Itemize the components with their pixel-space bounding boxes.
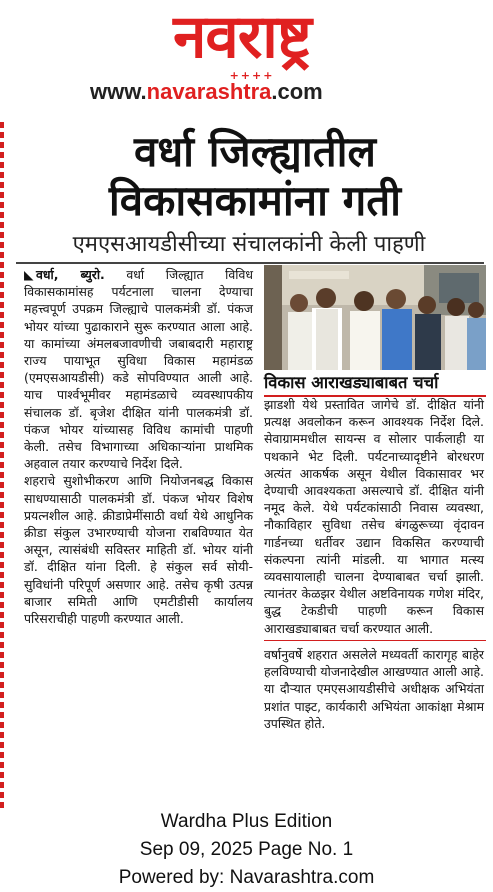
column-separator	[264, 640, 486, 641]
paragraph-1-text: वर्धा जिल्ह्यात विविध विकासकामांसह पर्यटनाला चालना देण्याचा महत्त्वपूर्ण उपक्रम जिल्ह्याचे पालकमंत्री डॉ. पंकज भोयर यांच्या पुढाकाराने सुरू करण्यात आला आहे. या कामांच्या अंमलबजावणीची जबाबदारी महाराष्ट्र राज्य पायाभूत सुविधा विकास महामंडळ (एमएसआयडीसी) कडे सोपविण्यात आली आहे. याच पार्श्वभूमीवर महामंडळाचे व्यवस्थापकीय संचालक डॉ. बृजेश दीक्षित यांनी पालकमंत्री डॉ. पंकज भोयर यांच्यासह विविध कामांची पाहणी केली. तसेच विभागाच्या अधिकाऱ्यांना प्राथमिक अहवाल तयार करण्याचे निर्देश दिले.	[24, 267, 253, 472]
logo-ornament: ++++	[229, 69, 275, 82]
edition-date-page: Sep 09, 2025 Page No. 1	[139, 839, 354, 860]
headline-line-1: वर्धा जिल्ह्यातील	[133, 127, 377, 176]
article-headline	[40, 128, 470, 226]
page-footer	[0, 808, 493, 892]
masthead	[0, 0, 493, 112]
group-photo-image	[264, 265, 486, 370]
paragraph-2: शहराचे सुशोभीकरण आणि नियोजनबद्ध विकास साधण्यासाठी पालकमंत्री डॉ. पंकज भोयर विशेष प्रयत्नशील आहे. क्रीडाप्रेमींसाठी वर्धा येथे आधुनिक क्रीडा संकुल उभारण्याची योजना राबविण्यात येत असून, त्यासंबंधी सविस्तर माहिती डॉ. भोयर यांनी डॉ. दीक्षित यांना दिली. हे संकुल सर्व सोयी-सुविधांनी परिपूर्ण असणार आहे. तसेच कृषी उत्पन्न बाजार समिती आणि एमटीडीसी कार्यालय परिसराचीही पाहणी करण्यात आली.	[24, 473, 253, 627]
photo-caption: विकास आराखड्याबाबत चर्चा	[264, 371, 486, 397]
website-url[interactable]	[90, 80, 410, 104]
url-brand: navarashtra	[146, 79, 272, 104]
newspaper-logo: नवराष्ट्र	[173, 2, 311, 72]
article-column-right: झाडशी येथे प्रस्तावित जागेचे डॉ. दीक्षित यांनी प्रत्यक्ष अवलोकन करून आवश्यक निर्देश दिले. सेवाग्राममधील सायन्स व सोलार पार्कलाही या पथकाने भेट दिली. पर्यटनाच्यादृष्टीने बोरधरण अत्यंत आकर्षक असून येथील विकासावर भर देण्याची आवश्यकता असल्याचे डॉ. दीक्षित यांनी नमूद केले. येथे पर्यटकांसाठी निवास व्यवस्था, नौकाविहार सुविधा तसेच बंगळुरूच्या वृंदावन गार्डनच्या धर्तीवर उद्यान विकसित करण्याची संकल्पना त्यांनी मांडली. या भागात मत्स्य व्यवसायालाही चालना देण्याबाबत चर्चा झाली. त्यानंतर केळझर येथील अष्टविनायक गणेश मंदिर, बुद्ध टेकडीची पाहणी करून विकास आराखड्याबाबत चर्चा करण्यात आली.	[264, 397, 484, 636]
dateline: वर्धा, ब्युरो.	[36, 267, 105, 282]
headline-divider	[16, 262, 484, 264]
article-subheadline: एमएसआयडीसीच्या संचालकांनी केली पाहणी	[72, 232, 426, 257]
powered-by-link[interactable]: Powered by: Navarashtra.com	[118, 867, 375, 888]
url-prefix: www.	[90, 79, 147, 104]
paragraph-1	[24, 266, 253, 472]
article-photo	[264, 265, 486, 370]
article-column-left	[24, 266, 253, 627]
edition-name: Wardha Plus Edition	[160, 811, 333, 832]
headline-line-2: विकासकामांना गती	[108, 176, 402, 225]
url-suffix: .com	[271, 79, 323, 104]
clipping-edge-marker	[0, 122, 4, 812]
dateline-marker-icon: ◣	[24, 267, 34, 282]
article-column-right-continued: वर्षानुवर्षे शहरात असलेले मध्यवर्ती कारागृह बाहेर हलविण्याची योजनादेखील आखण्यात आली आहे. या दौऱ्यात एमएसआयडीसीचे अधीक्षक अभियंता प्रशांत पाझ्ट, कार्यकारी अभियंता आकांक्षा मेश्राम उपस्थित होते.	[264, 647, 484, 731]
